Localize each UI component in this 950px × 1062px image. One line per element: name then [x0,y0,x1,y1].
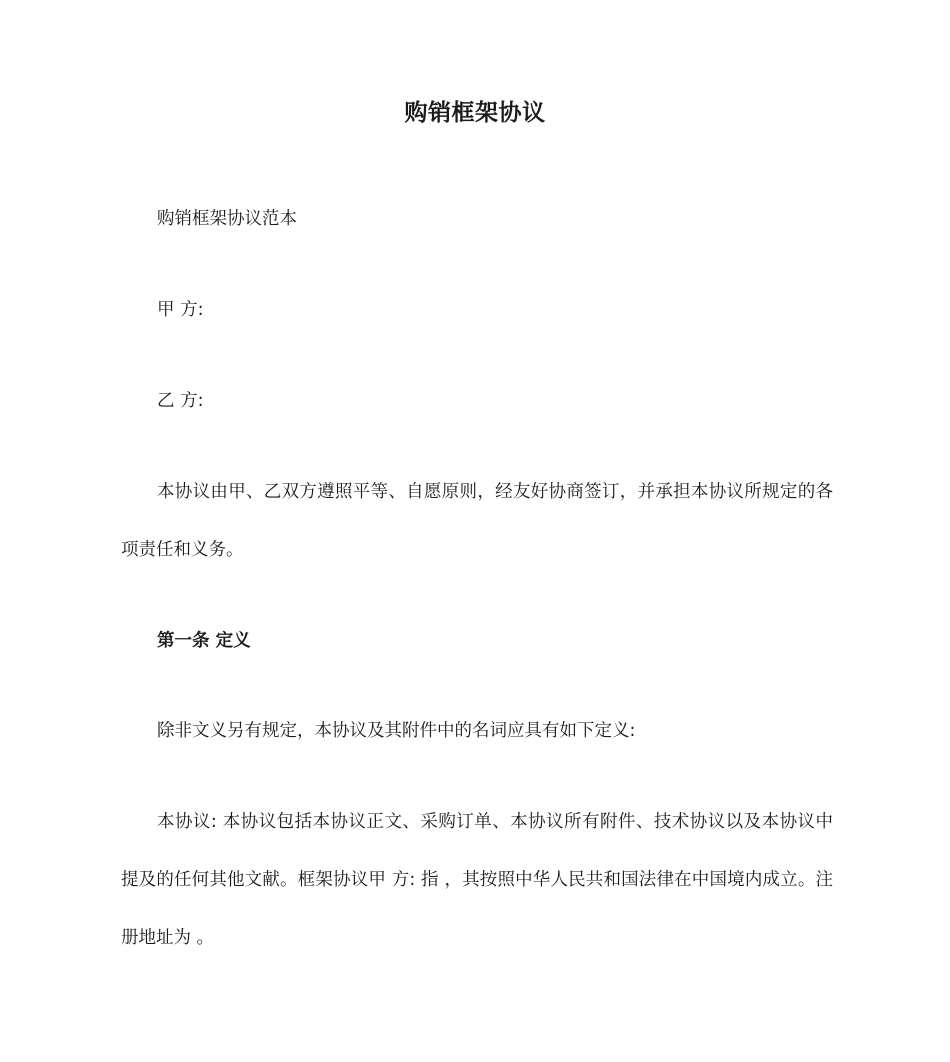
party-a-line: 甲 方: [157,300,204,320]
article-1-heading: 第一条 定义 [157,631,251,651]
definition-paragraph: 本协议: 本协议包括本协议正文、采购订单、本协议所有附件、技术协议以及本协议中提及的任何其他文献。框架协议甲 方: 指 ，其按照中华人民共和国法律在中国境内成立。注册地址为 。 [121,812,833,948]
intro-paragraph: 本协议由甲、乙双方遵照平等、自愿原则，经友好协商签订，并承担本协议所规定的各项责任和义务。 [121,482,833,560]
party-b-line: 乙 方: [157,391,204,411]
article-1-intro: 除非文义另有规定，本协议及其附件中的名词应具有如下定义: [157,721,636,741]
document-title: 购销框架协议 [404,100,546,126]
document-subtitle: 购销框架协议范本 [157,209,297,229]
